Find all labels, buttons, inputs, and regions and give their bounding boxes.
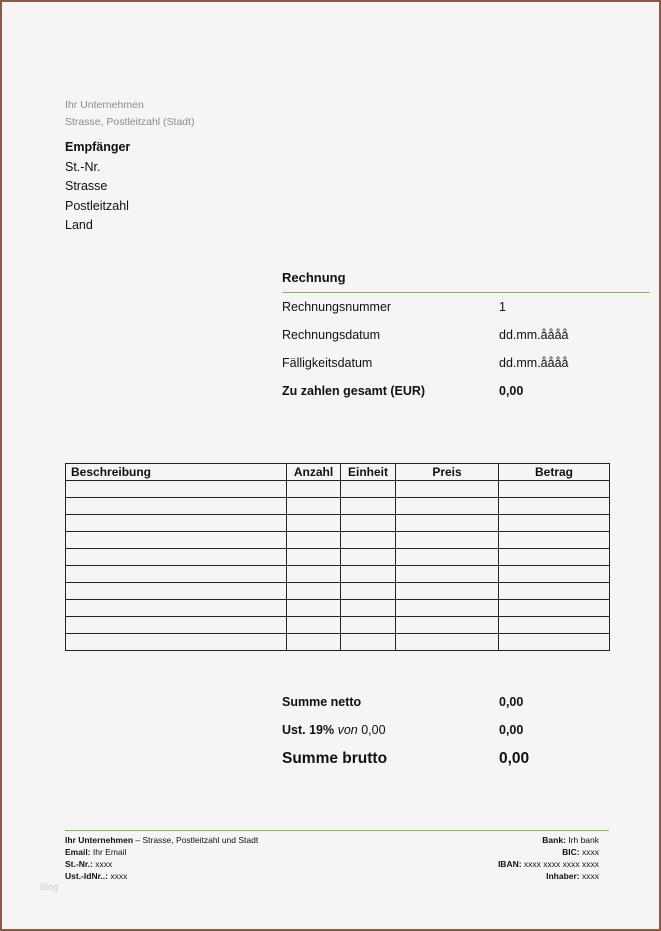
footer-line [498,834,599,846]
table-cell [66,634,287,651]
footer-value: Irh bank [565,835,599,845]
col-header-quantity: Anzahl [287,464,341,481]
table-cell [66,600,287,617]
table-row [66,481,610,498]
amount-due-row [282,377,650,405]
table-cell [341,617,396,634]
footer-line [65,846,258,858]
net-total-row [282,689,582,717]
table-cell [287,515,341,532]
invoice-date-row [282,321,650,349]
footer-value: – Strasse, Postleitzahl und Stadt [133,835,259,845]
footer-key: IBAN: [497,859,522,869]
footer-key: Ihr Unternehmen [65,835,134,845]
table-cell [341,532,396,549]
vat-rate-label: Ust. 19% [282,723,335,737]
invoice-details [282,270,650,405]
table-row [66,600,610,617]
due-date-value: dd.mm.åååå [499,356,569,370]
footer-key: Email: [65,847,91,857]
table-body [66,481,610,651]
table-cell [287,600,341,617]
footer-value: xxxx [579,847,599,857]
table-cell [287,566,341,583]
table-cell [66,583,287,600]
col-header-description: Beschreibung [66,464,287,481]
net-total-value: 0,00 [499,695,524,709]
table-cell [287,498,341,515]
table-header-row [66,464,610,481]
recipient-line: Strasse [65,179,108,193]
table-cell [341,515,396,532]
table-cell [341,583,396,600]
table-cell [396,600,499,617]
table-row [66,566,610,583]
table-cell [287,481,341,498]
table-cell [66,566,287,583]
table-cell [499,532,610,549]
recipient-heading: Empfänger [65,140,131,154]
table-row [66,583,610,600]
gross-total-label: Summe brutto [282,750,388,767]
vat-label [282,723,386,737]
table-cell [396,481,499,498]
table-cell [499,549,610,566]
table-cell [66,498,287,515]
recipient-line: Land [65,218,93,232]
col-header-price: Preis [396,464,499,481]
table-cell [287,532,341,549]
totals-block [282,689,582,777]
vat-base-amount: 0,00 [361,723,386,737]
sender-block [65,97,195,131]
footer-key: Inhaber: [546,871,580,881]
footer-value: xxxx [579,871,599,881]
sender-company: Ihr Unternehmen [65,99,144,111]
footer-value: xxxx [92,859,113,869]
table-cell [499,481,610,498]
footer-line [65,870,258,882]
invoice-number-row [282,293,650,321]
table-cell [287,583,341,600]
col-header-unit: Einheit [341,464,396,481]
footer-key: Ust.-IdNr..: [65,871,108,881]
table-cell [396,515,499,532]
table-row [66,634,610,651]
table-cell [287,617,341,634]
footer-line [498,846,599,858]
table-cell [287,549,341,566]
invoice-number-value: 1 [499,300,506,314]
table-cell [341,634,396,651]
table-cell [396,566,499,583]
table-cell [396,617,499,634]
footer-line [498,858,599,870]
table-cell [287,634,341,651]
table-cell [66,532,287,549]
vat-value: 0,00 [499,723,524,737]
table-cell [396,498,499,515]
table-cell [341,566,396,583]
footer-value: xxxx [107,871,128,881]
table-cell [66,617,287,634]
table-cell [396,583,499,600]
footer-bank-info [498,834,599,882]
footer-line [65,858,258,870]
footer-key: Bank: [542,835,566,845]
table-cell [396,532,499,549]
invoice-date-label: Rechnungsdatum [282,328,380,342]
table-row [66,498,610,515]
table-cell [499,600,610,617]
table-cell [396,549,499,566]
footer-company-info [65,834,258,882]
table-cell [499,634,610,651]
invoice-date-value: dd.mm.åååå [499,328,569,342]
table-row [66,617,610,634]
vat-row [282,717,582,745]
table-cell [499,498,610,515]
table-row [66,532,610,549]
table-row [66,515,610,532]
recipient-line: St.-Nr. [65,159,101,174]
table-cell [499,566,610,583]
amount-due-value: 0,00 [499,384,524,398]
footer-key: St.-Nr.: [65,859,93,869]
table-cell [66,549,287,566]
invoice-number-label: Rechnungsnummer [282,300,392,314]
due-date-row [282,349,650,377]
net-total-label: Summe netto [282,695,362,709]
footer-key: BIC: [562,847,580,857]
due-date-label: Fälligkeitsdatum [282,356,373,370]
footer-line [65,834,258,846]
table-cell [66,515,287,532]
footer-value: Ihr Email [90,847,127,857]
sender-address: Strasse, Postleitzahl (Stadt) [65,116,195,128]
gross-total-row [282,745,582,777]
recipient-line: Postleitzahl [65,198,129,213]
footer-rule [65,830,609,831]
col-header-amount: Betrag [499,464,610,481]
table-cell [499,583,610,600]
table-cell [341,481,396,498]
table-cell [341,549,396,566]
recipient-block [65,138,130,236]
footer-value: xxxx xxxx xxxx xxxx [521,859,599,869]
table-cell [341,498,396,515]
vat-of-label: von [337,723,358,737]
gross-total-value: 0,00 [499,750,530,767]
invoice-title: Rechnung [282,270,346,285]
footer-line [498,870,599,882]
table-cell [66,481,287,498]
table-cell [499,617,610,634]
table-cell [499,515,610,532]
table-cell [396,634,499,651]
amount-due-label: Zu zahlen gesamt (EUR) [282,384,426,398]
line-items-table [65,463,610,651]
table-row [66,549,610,566]
table-cell [341,600,396,617]
watermark-text: Blog [40,882,59,892]
